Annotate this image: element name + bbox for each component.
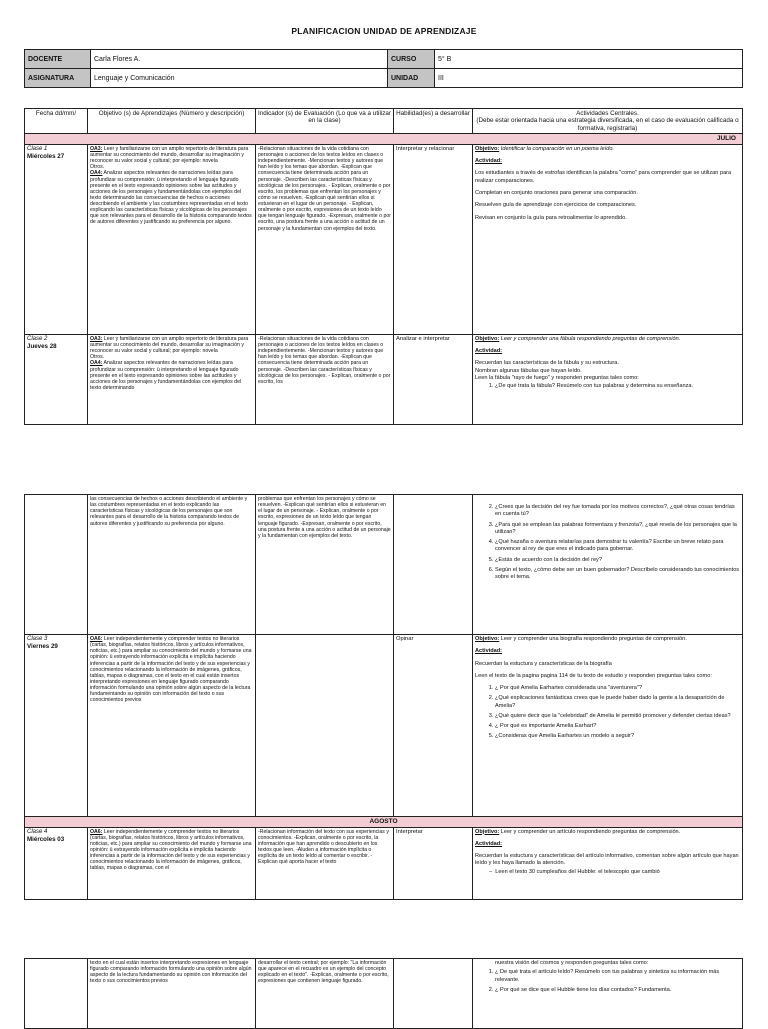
question-item: 6. Según el texto, ¿cómo debe ser un buen gobernador? Descríbelo considerando tus conocimientos sobre el tema. <box>495 567 740 582</box>
question-item: 5. ¿Consideras que Amelia Earhartes un modelo a seguir? <box>495 733 740 740</box>
row-4b-actividades: nuestra visión del cosmos y responden preguntas tales como: 1. ¿ De qué trata el artículo leído? Resúmelo con tus palabras y sintetiza su información más relevante. 2. ¿ Por qué se dice que el Hubble tiene los días contados? Fundamenta. <box>473 959 743 1029</box>
row-4-actividades: Objetivo: Leer y comprender un artículo respondiendo preguntas de comprensión. Actividad: Recuerdan la estuctura y características del artículo informativo, comentan sobre algún artículo que hayan leído y les haya llamado la atención. – Leen el texto 30 cumpleaños del Hubble: el telescopio que cambió <box>473 827 743 899</box>
row-2b-objetivos: las consecuencias de hechos o acciones describiendo el ambiente y las costumbres representadas en el texto explicando las características físicas y sicológicas de los personajes que son relevantes para el desarrollo de la historia comparando textos de autores diferentes y justificando su preferencia por alguno. <box>88 495 256 635</box>
question-item: 3. ¿Qué quiere decir que la "celebridad" de Amelia le permitió promover y defender ciertas ideas? <box>495 713 740 720</box>
row-2-fecha: Clase 2 Jueves 28 <box>25 334 88 424</box>
month-julio: JULIO <box>25 134 743 145</box>
asignatura-label: ASIGNATURA <box>25 69 91 88</box>
curso-label: CURSO <box>388 50 435 69</box>
row-1-objetivos: OA3: Leer y familiarizarse con un amplio repertorio de literatura para aumentar su conocimiento del mundo, desarrollar su imaginación y reconocer su valor social y cultural; por ejemplo: novela Otros. OA4: Analizar aspectos relevantes de narraciones leídas para profundizar su comprensión: ü interpretando el lenguaje figurado presente en el texto expresando opiniones sobre las actitudes y acciones de los personajes y fundamentándolas con ejemplos del texto determinando las consecuencias de hechos o acciones describiendo el ambiente y las costumbres representadas en el texto explicando las características físicas y sicológicas de los personajes que son relevantes para el desarrollo de la historia comparando textos de autores diferentes y justificando su preferencia por alguno. <box>88 144 256 334</box>
planning-table-page-2 <box>24 494 743 900</box>
row-3-fecha: Clase 3 Viernes 29 <box>25 635 88 817</box>
row-3-actividades: Objetivo: Leer y comprender una biografía respondiendo preguntas de comprensión. Actividad: Recuerdan la estuctura y características de la biografía Leen el texto de la pagina pagina 114 de tu texto de estudio y responden preguntas tales como: 1. ¿ Por qué Amelia Earhartes considerada una "aventurera"? 2. ¿Qué explicaciones fantásticas crees que le puede haber dado la gente a la desaparición de Amelia? 3. ¿Qué quiere decir que la "celebridad" de Amelia le permitió promover y defender ciertas ideas? 4. ¿ Por qué es importante Amelia Earhart? 5. ¿Consideras que Amelia Earhartes un modelo a seguir? <box>473 635 743 817</box>
row-4-indicadores: -Relacionan información del texto con sus experiencias y conocimientos. -Explican, oralmente o por escrito, la información que han aprendido o descubierto en los textos que leen. -Aluden a información implícita o explícita de un texto leído al comentar o escribir. - Explican qué aporta hacer el texto <box>256 827 394 899</box>
curso-value: 5° B <box>435 50 743 69</box>
row-1-habilidad: Interpretar y relacionar <box>394 144 473 334</box>
row-2-actividades: Objetivo: Leer y comprender una fábula respondiendo preguntas de comprensión. Actividad: Recuerdan las características de la fábula y su estructura. Nombran algunas fábulas que hayan leído. Leen la fábula "rayo de fuego" y responden preguntas tales como: 1. ¿De qué trata la fábula? Resúmelo con tus palabras y determina su enseñanza. <box>473 334 743 424</box>
docente-value: Carla Flores A. <box>91 50 388 69</box>
unidad-value: III <box>435 69 743 88</box>
month-agosto: AGOSTO <box>25 817 743 828</box>
question-item: 3. ¿Para qué se emplean las palabras formentaza y frenzota?, ¿qué revela de los personajes que la utilizan? <box>495 522 740 537</box>
unidad-label: UNIDAD <box>388 69 435 88</box>
planning-table-page-3 <box>24 958 743 1029</box>
row-2-objetivos: OA3: Leer y familiarizarse con un amplio repertorio de literatura para aumentar su conocimiento del mundo, desarrollar su imaginación y reconocer su valor social y cultural; por ejemplo: novela Otros. OA4: Analizar aspectos relevantes de narraciones leídas para profundizar su comprensión: ü interpretando el lenguaje figurado presente en el texto expresando opiniones sobre las actitudes y acciones de los personajes y fundamentándolas con ejemplos del texto determinando <box>88 334 256 424</box>
asignatura-value: Lenguaje y Comunicación <box>91 69 388 88</box>
row-4b-fecha <box>25 959 88 1029</box>
row-3-indicadores <box>256 635 394 817</box>
page-title: PLANIFICACION UNIDAD DE APRENDIZAJE <box>291 26 477 36</box>
col-indicador: Indicador (s) de Evaluación (Lo que va a utilizar en la clase) <box>256 109 394 134</box>
row-4b-indicadores: desarrollar el texto central; por ejemplo: "La información que aparece en el recuadro es un ejemplo del concepto explicado en el texto". -Explican, oralmente o por escrito, expresiones que contienen lenguaje figurado. <box>256 959 394 1029</box>
row-3-objetivos: OA6: Leer independientemente y comprender textos no literarios (cartas, biografías, relatos históricos, libros y artículos informativos, noticias, etc.) para ampliar su conocimiento del mundo y formarse una opinión: ü extrayendo información explícita e implícita haciendo inferencias a partir de la información del texto y de sus experiencias y conocimientos relacionando la información de imágenes, gráficos, tablas, mapas o diagramas, con el texto en el cual están insertos interpretando expresiones en lenguaje figurado comparando información formulando una opinión sobre algún aspecto de la lectura fundamentando su opinión con información del texto o sus conocimientos previos <box>88 635 256 817</box>
planning-table-page-1 <box>24 108 743 425</box>
question-item: 2. ¿ Por qué se dice que el Hubble tiene los días contados? Fundamenta. <box>495 987 740 994</box>
question-item: 1. ¿ Por qué Amelia Earhartes considerada una "aventurera"? <box>495 685 740 692</box>
row-2b-actividades <box>473 495 743 635</box>
col-actividades: Actividades Centrales. (Debe estar orientada hacia una estrategia diversificada, en el caso de evaluación calificada o formativa, registrarla) <box>473 109 743 134</box>
question-item: 5. ¿Estás de acuerdo con la decisión del rey? <box>495 557 740 564</box>
row-2-indicadores: -Relacionan situaciones de la vida cotidiana con personajes o acciones de los textos leídos en clases o independientemente. -Mencionan textos y autores que han leído y los temas que abordan. -Explican que consecuencia tiene determinada acción para un personaje. -Describen las características físicas y sicológicas de los personajes. - Explican, oralmente o por escrito, los <box>256 334 394 424</box>
col-fecha: Fecha dd/mm/ <box>25 109 88 134</box>
question-item: 1. ¿De qué trata la fábula? Resúmelo con tus palabras y determina su enseñanza. <box>495 383 740 390</box>
row-4-habilidad: Interpretar <box>394 827 473 899</box>
row-4-objetivos: OA6: Leer independientemente y comprender textos no literarios (cartas, biografías, relatos históricos, libros y artículos informativos, noticias, etc.) para ampliar su conocimiento del mundo y formarse una opinión: ü extrayendo información explícita e implícita haciendo inferencias a partir de la información del texto y de sus experiencias y conocimientos relacionando la información de imágenes, gráficos, tablas, mapas o diagramas, con el <box>88 827 256 899</box>
question-item: 4. ¿Qué hazaña o aventura relatarías para demostrar tu valentía? Escribe un breve relato para convencer al rey de que eres el indicado para gobernar. <box>495 539 740 554</box>
col-objetivo: Objetivo (s) de Aprendizajes (Número y descripción) <box>88 109 256 134</box>
row-3-habilidad: Opinar <box>394 635 473 817</box>
row-4b-objetivos: texto en el cual están insertos interpretando expresiones en lenguaje figurado comparando información formulando una opinión sobre algún aspecto de la lectura fundamentando su opinión con información del texto o sus conocimientos previos <box>88 959 256 1029</box>
col-habilidad: Habilidad(es) a desarrollar <box>394 109 473 134</box>
row-1-fecha: Clase 1 Miércoles 27 <box>25 144 88 334</box>
row-1-actividades: Objetivo: Identificar la comparación en un poema leído. Actividad: Los estudiantes a través de estrofas identifican la palabra "como" para comprender que se utilizan para realizar comparaciones. Completan en conjunto oraciones para generar una comparación. Resuelven guía de aprendizaje con ejercicios de comparaciones. Revisan en conjunto la guía para retroalimentar lo aprendido. <box>473 144 743 334</box>
row-1-indicadores: -Relacionan situaciones de la vida cotidiana con personajes o acciones de los textos leídos en clases o independientemente. -Mencionan textos y autores que han leído y los temas que abordan. -Explican que consecuencia tiene determinada acción para un personaje. -Describen las características físicas y sicológicas de los personajes. - Explican, oralmente o por escrito, los problemas que enfrentan los personajes y cómo se resuelven. -Explican qué sentirían ellos si estuvieran en el lugar de un personaje. - Explican, oralmente o por escrito, expresiones de un texto leído que tengan lenguaje figurado. -Expresan, oralmente o por escrito, una postura frente a una acción o actitud de un personaje y la fundamentan con ejemplos del texto. <box>256 144 394 334</box>
question-item: 2. ¿Crees que la decisión del rey fue tomada por los motivos correctos?, ¿qué otras cosas tendrías en cuenta tú? <box>495 504 740 519</box>
row-2b-fecha <box>25 495 88 635</box>
question-item: 4. ¿ Por qué es importante Amelia Earhart? <box>495 723 740 730</box>
row-4-fecha: Clase 4 Miércoles 03 <box>25 827 88 899</box>
header-table <box>24 49 743 88</box>
question-item: 2. ¿Qué explicaciones fantásticas crees que le puede haber dado la gente a la desaparición de Amelia? <box>495 695 740 710</box>
row-2b-habilidad <box>394 495 473 635</box>
question-item: 1. ¿ De qué trata el artículo leído? Resúmelo con tus palabras y sintetiza su información más relevante. <box>495 969 740 984</box>
row-2b-indicadores: problemas que enfrentan los personajes y cómo se resuelven. -Explican qué sentirían ellos si estuvieran en el lugar de un personaje. - Explican, oralmente o por escrito, expresiones de un texto leído que tengan lenguaje figurado. -Expresan, oralmente o por escrito, una postura frente a una acción o actitud de un personaje y la fundamentan con ejemplos del texto. <box>256 495 394 635</box>
docente-label: DOCENTE <box>25 50 91 69</box>
row-4b-habilidad <box>394 959 473 1029</box>
row-2-habilidad: Analizar e interpretar <box>394 334 473 424</box>
